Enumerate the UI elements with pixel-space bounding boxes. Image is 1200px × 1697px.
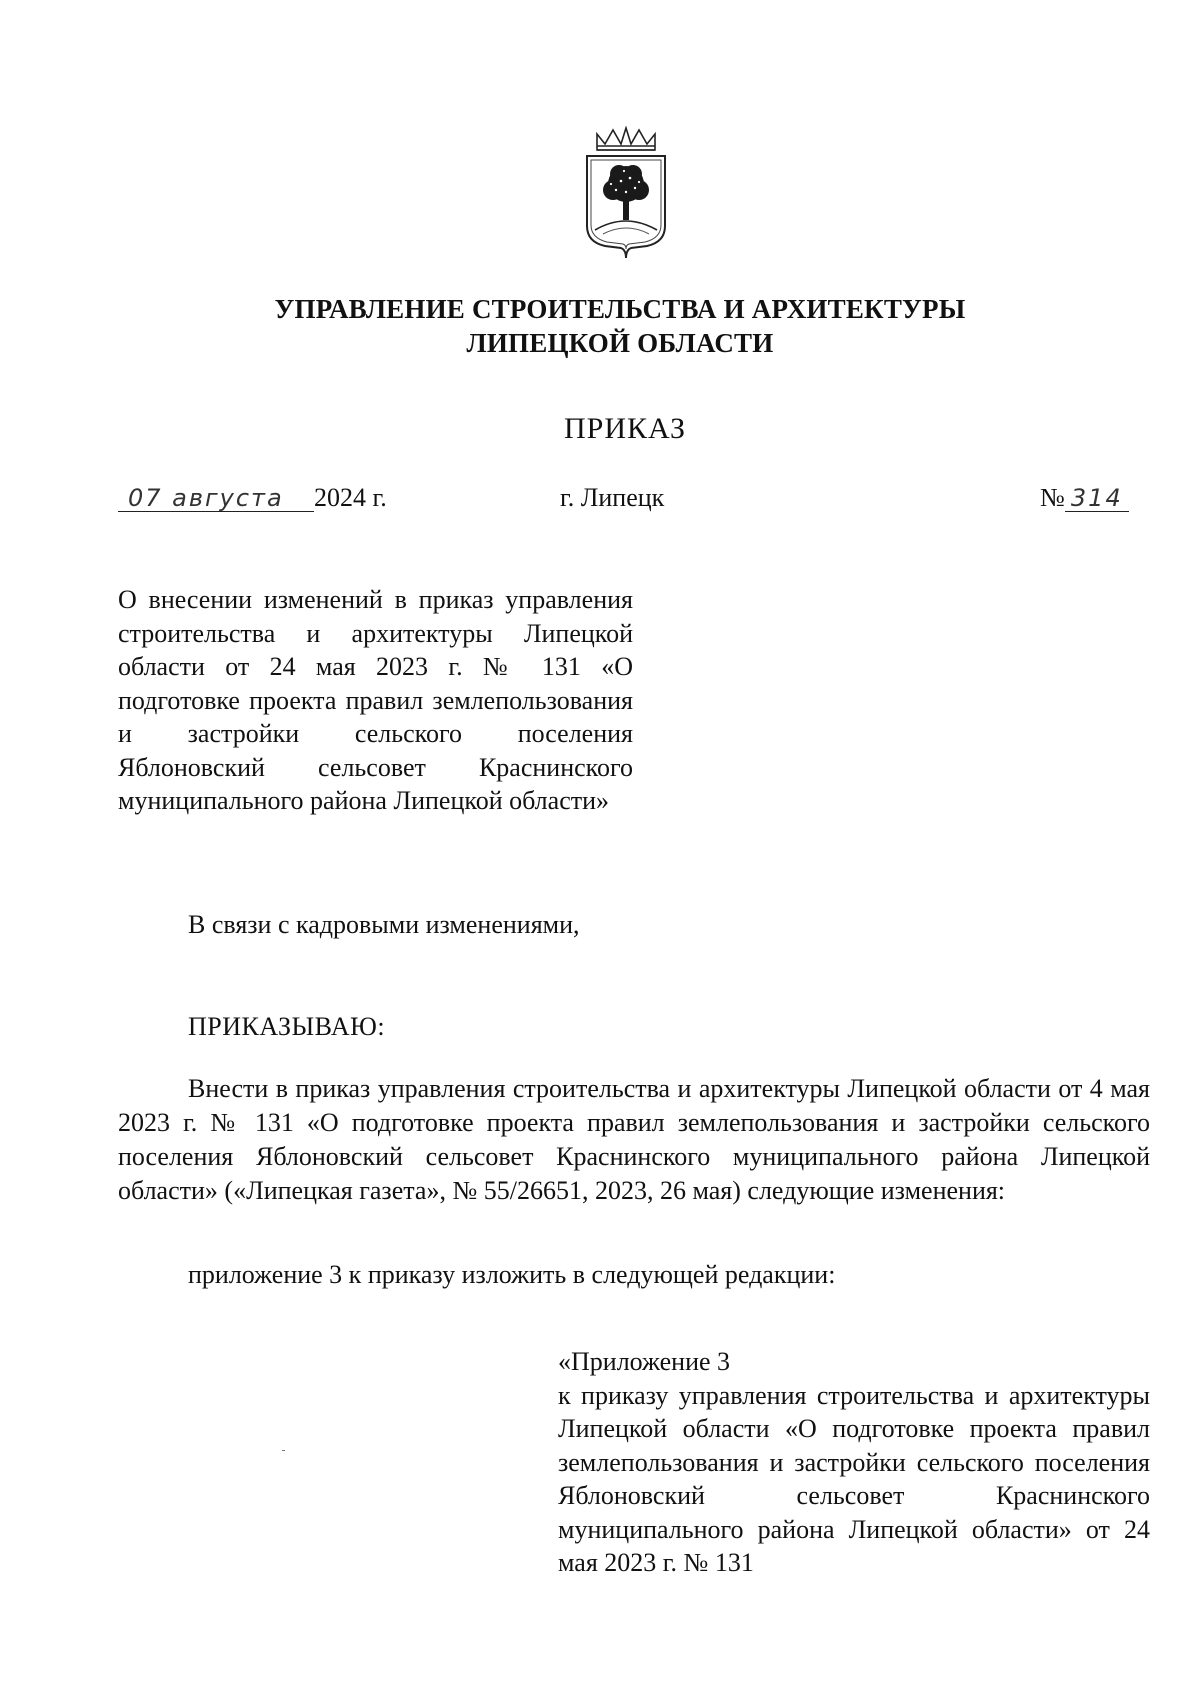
order-word: ПРИКАЗЫВАЮ: <box>188 1012 386 1041</box>
lipetsk-coat-of-arms-icon <box>583 126 669 262</box>
organization-line-2: ЛИПЕЦКОЙ ОБЛАСТИ <box>466 328 774 358</box>
document-city: г. Липецк <box>560 483 665 512</box>
document-number <box>1040 483 1129 513</box>
document-type: ПРИКАЗ <box>564 412 686 445</box>
organization-line-1: УПРАВЛЕНИЕ СТРОИТЕЛЬСТВА И АРХИТЕКТУРЫ <box>274 294 966 324</box>
handwritten-date: 07 августа <box>118 485 314 512</box>
document-date <box>118 483 387 513</box>
handwritten-number: 314 <box>1065 485 1129 512</box>
organization-name <box>200 292 1040 360</box>
annex-intro: приложение 3 к приказу изложить в следующей редакции: <box>188 1260 836 1289</box>
scan-speck <box>282 1450 285 1451</box>
appendix-text: к приказу управления строительства и архитектуры Липецкой области «О подготовке проекта правил землепользования и застройки сельского поселения Яблоновский сельсовет Краснинского муниципального района Липецкой области» от 24 мая 2023 г. № 131 <box>558 1380 1150 1577</box>
appendix-title: «Приложение 3 <box>558 1347 731 1376</box>
appendix-block <box>558 1345 1150 1580</box>
main-paragraph: Внести в приказ управления строительства и архитектуры Липецкой области от 4 мая 2023 г. № 131 «О подготовке проекта правил землепользования и застройки сельского поселения Яблоновский сельсовет Краснинского муниципального района Липецкой области» («Липецкая газета», № 55/26651, 2023, 26 мая) следующие изменения: <box>118 1074 1150 1205</box>
document-year: 2024 г. <box>314 483 387 512</box>
number-label: № <box>1040 483 1065 512</box>
order-subject: О внесении изменений в приказ управления строительства и архитектуры Липецкой области от 24 мая 2023 г. № 131 «О подготовке проекта правил землепользования и застройки сельского поселения Яблоновский сельсовет Краснинского муниципального района Липецкой области» <box>118 585 633 815</box>
reason-paragraph: В связи с кадровыми изменениями, <box>188 910 580 939</box>
